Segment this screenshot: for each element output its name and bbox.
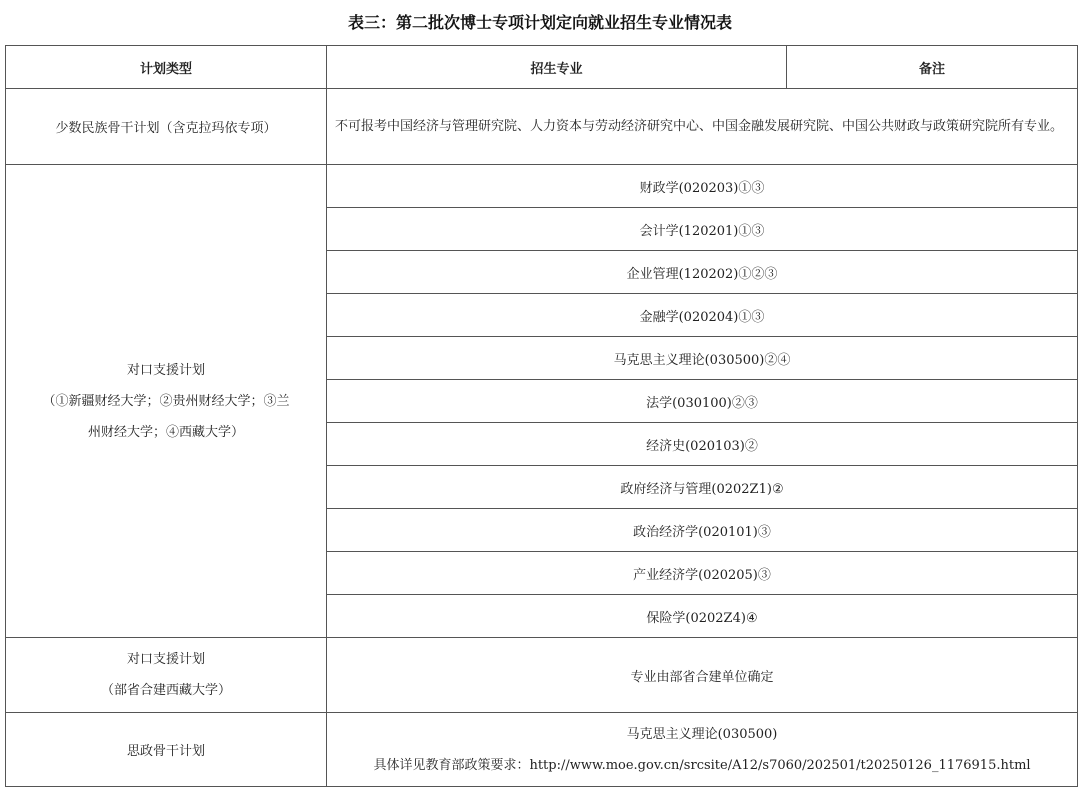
header-row	[6, 46, 1078, 89]
support-plan-label-line2: （①新疆财经大学；②贵州财经大学；③兰	[42, 393, 290, 409]
tibet-plan-label-line2: （部省合建西藏大学）	[100, 683, 231, 698]
policy-prefix: 具体详见教育部政策要求：	[373, 757, 530, 773]
tibet-plan-label-line1: 对口支援计划	[126, 652, 205, 667]
ideology-plan-major: 马克思主义理论(030500)	[626, 726, 778, 742]
admission-table	[5, 45, 1078, 787]
support-major: 政府经济与管理(0202Z1)②	[327, 466, 1078, 509]
tibet-plan-row	[6, 638, 1078, 713]
ideology-plan-cell	[327, 713, 1078, 787]
policy-link[interactable]: http://www.moe.gov.cn/srcsite/A12/s7060/202501/t20250126_1176915.html	[529, 757, 1031, 773]
minority-plan-row	[6, 89, 1078, 165]
ideology-plan-label: 思政骨干计划	[6, 713, 327, 787]
support-major: 经济史(020103)②	[327, 423, 1078, 466]
support-major: 法学(030100)②③	[327, 380, 1078, 423]
support-plan-label-line1: 对口支援计划	[126, 362, 205, 378]
support-major: 马克思主义理论(030500)②④	[327, 337, 1078, 380]
support-major: 会计学(120201)①③	[327, 208, 1078, 251]
ideology-plan-row	[6, 713, 1078, 787]
ideology-policy-line	[333, 750, 1071, 781]
tibet-plan-label	[6, 638, 327, 713]
support-major: 财政学(020203)①③	[327, 165, 1078, 208]
header-remarks: 备注	[787, 46, 1078, 89]
header-major: 招生专业	[327, 46, 787, 89]
minority-plan-label: 少数民族骨干计划（含克拉玛依专项）	[6, 89, 327, 165]
support-major: 企业管理(120202)①②③	[327, 251, 1078, 294]
support-plan-label	[6, 165, 327, 638]
support-major: 政治经济学(020101)③	[327, 509, 1078, 552]
table-title: 表三：第二批次博士专项计划定向就业招生专业情况表	[347, 13, 732, 32]
support-plan-label-line3: 州财经大学；④西藏大学）	[87, 424, 244, 440]
tibet-plan-note: 专业由部省合建单位确定	[327, 638, 1078, 713]
support-major: 金融学(020204)①③	[327, 294, 1078, 337]
support-major: 产业经济学(020205)③	[327, 552, 1078, 595]
support-major-row	[6, 165, 1078, 208]
minority-plan-note: 不可报考中国经济与管理研究院、人力资本与劳动经济研究中心、中国金融发展研究院、中国公共财政与政策研究院所有专业。	[327, 89, 1078, 165]
header-plan-type: 计划类型	[6, 46, 327, 89]
support-major: 保险学(0202Z4)④	[327, 595, 1078, 638]
